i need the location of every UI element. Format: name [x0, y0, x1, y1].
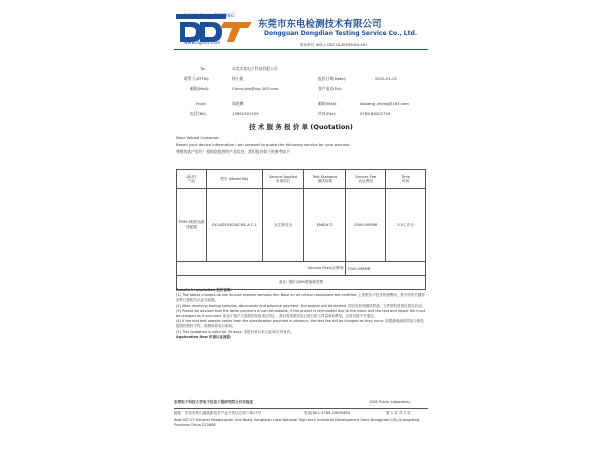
company-name-cn: 东莞市东电检测技术有限公司: [258, 19, 382, 30]
header-service: Service Applied 申请项目: [262, 170, 304, 189]
to-label: To:: [200, 66, 206, 71]
intro-line-cn: 尊敬的客户您好！根据您提供的产品信息，我们报价如下供参考如下：: [176, 149, 294, 154]
attn-label: 联系人(ATTN):: [184, 76, 210, 81]
from-value: 郑跃鹏: [232, 101, 244, 106]
lab-name-en: DGE Public Laboratory: [370, 400, 411, 404]
mail-value: China-ybo@vip.163.com: [232, 86, 279, 91]
footer-divider: [174, 408, 428, 409]
details-item: (4) If the end test sample varies from the specification provided in advance, the test fee will be charged as they occur. 如果最终测试样品与事先提供的资料不符，则费用将另行收取。: [176, 319, 424, 329]
address-cn: 地址：东莞市松山湖高新技术产业开发区总部二路17号: [174, 411, 262, 415]
quote-ref-number: 报价单号 (NO.): DDT-QLZKPS5004-001: [300, 43, 368, 47]
footer-tel: 电话(Tel): 0769-22895490: [304, 411, 350, 415]
page-number: 第 1 页 共 2 页: [386, 411, 411, 415]
quotation-page: [170, 8, 432, 444]
cell-service: 光生物安全: [262, 189, 304, 262]
brand-top-text: DONG DIAN TESTING: [184, 13, 235, 18]
details-item: (2) After receiving testing samples, documents and advance payment, the project will be started. 项目自收到测试样品、文件资料及预付款后启动。: [176, 303, 426, 308]
header-fee: Service Fee 认证费用: [346, 170, 386, 189]
greeting: Dear Valued Customer:: [176, 135, 221, 140]
document-title: 技 术 服 务 报 价 单 (Quotation): [249, 123, 353, 131]
total-value: 2500.00RMB: [346, 262, 426, 276]
header-time: Time 时间: [386, 170, 426, 189]
to-value: 东莞市某电子科技有限公司: [232, 66, 278, 71]
details-heading: Details in quotation 报价说明:: [176, 288, 232, 292]
intro-line-en: Based your device information I am pleased to quote the following service for your perusal:: [176, 142, 351, 147]
client-tel-label: 客户电话(Tel):: [318, 86, 343, 91]
company-name-en: Dongguan Dongdian Testing Service Co., Ltd.: [264, 30, 418, 37]
details-item: (1) The above charges do not include express samples fee. Base on all critical component are certified. 上述报价不包含快递费用，基于所有关键零部件已获相关认证为前提。: [176, 293, 425, 303]
header-divider: [174, 49, 428, 50]
date-label: 报价日期(Date):: [318, 76, 347, 81]
date-value: 2015-01-01: [375, 76, 398, 81]
cell-eut: TMM 2相机电源适配器: [177, 189, 207, 262]
address-en: Add: NO.17 General Headquarter 2nd Road, Songshan Lake National High-tech Industrial Development Zone Dongguan City,Guangdong Province,China,523808: [174, 418, 420, 427]
header-model: 型号 (Model No): [206, 170, 262, 189]
table-header-row: [177, 170, 426, 189]
quotation-details: [176, 288, 426, 340]
quotation-table: [176, 169, 426, 290]
from-mail-label: 邮箱(Mail):: [318, 101, 338, 106]
cell-fee: 2500.00RMB: [346, 189, 386, 262]
cell-time: 3-5工作日: [386, 189, 426, 262]
website-link[interactable]: www.dgddt.com: [184, 41, 221, 46]
table-row: [177, 189, 426, 262]
from-label: From:: [196, 101, 207, 106]
mail-label: 邮箱(Mail):: [190, 86, 210, 91]
application-flow-heading: Application flow 申请认证流程:: [176, 334, 232, 339]
phone-label: 电话(Tel):: [190, 111, 207, 116]
total-label: Service Fee认证费用:: [177, 262, 346, 276]
table-note: 备注: 报价含6%增值税发票: [177, 276, 426, 290]
attn-value: 杨小姐: [232, 76, 244, 81]
total-row: [177, 262, 426, 276]
from-mail-value: kaipeng_zheng@163.com: [360, 101, 409, 106]
fax-value: 0769-89201709: [360, 111, 391, 116]
cell-model: GY-54ZE93034CMC-A C-L: [206, 189, 262, 262]
details-item: (5) This quotation is valid for 30 days. 本报价单自本日起30天内有效。: [176, 329, 294, 334]
details-item: (3) Please be advised that the down payment is non-refundable, if the project is terminated due to the client and the test and report fee must be charged as it occurred. 如由于客户方面原因导致项目终止，我们将按照实际已进行的工作量收取费用，且首付款不予退还。: [176, 308, 426, 319]
lab-name-cn: 东莞电子科技大学电子信息工程研究院公共实验室: [174, 400, 254, 404]
cell-standard: EN62471: [304, 189, 346, 262]
header-standard: Test Standard 测试标准: [304, 170, 346, 189]
phone-value: 13652307439: [232, 111, 259, 116]
header-eut: (EUT) 产品: [177, 170, 207, 189]
fax-label: 传真(Fax):: [318, 111, 337, 116]
